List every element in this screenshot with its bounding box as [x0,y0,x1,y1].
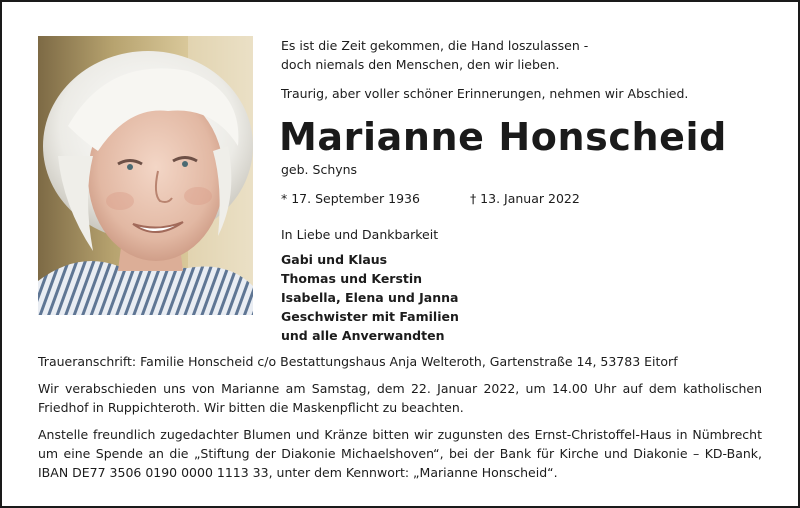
family-member: Isabella, Elena und Janna [281,290,459,305]
funeral-info: Wir verabschieden uns von Marianne am Samstag, dem 22. Januar 2022, um 14.00 Uhr auf dem katholischen Friedhof in Ruppichteroth. Wir bitten die Maskenpflicht zu beachten. [38,381,762,415]
donation-info: Anstelle freundlich zugedachter Blumen und Kränze bitten wir zugunsten des Ernst-Christoffel-Haus in Nümbrecht um eine Spende an die „Stiftung der Diakonie Michaelshoven“, bei der Bank für Kirche und Diakonie – KD-Bank, IBAN DE77 3506 0190 0000 1113 33, unter dem Kennwort: „Marianne Honscheid“. [38,427,762,480]
life-dates [281,190,761,208]
verse-line-2: doch niemals den Menschen, den wir lieben. [281,57,560,72]
farewell-text: Traurig, aber voller schöner Erinnerungen, nehmen wir Abschied. [281,86,689,101]
family-list [281,250,761,345]
deceased-name: Marianne Honscheid [279,115,727,159]
death-date: † 13. Januar 2022 [469,191,580,206]
birth-date: * 17. September 1936 [281,191,420,206]
family-member: Thomas und Kerstin [281,271,423,286]
maiden-name: geb. Schyns [281,162,358,177]
family-member: Gabi und Klaus [281,252,388,267]
notice-details [38,352,762,482]
mourning-address: Traueranschrift: Familie Honscheid c/o Bestattungshaus Anja Welteroth, Gartenstraße 14, 53783 Eitorf [38,354,678,369]
family-member: und alle Anverwandten [281,328,445,343]
notice-main [281,36,761,345]
portrait-photo [38,36,253,315]
love-line: In Liebe und Dankbarkeit [281,227,439,242]
family-member: Geschwister mit Familien [281,309,459,324]
verse-line-1: Es ist die Zeit gekommen, die Hand loszulassen - [281,38,589,53]
